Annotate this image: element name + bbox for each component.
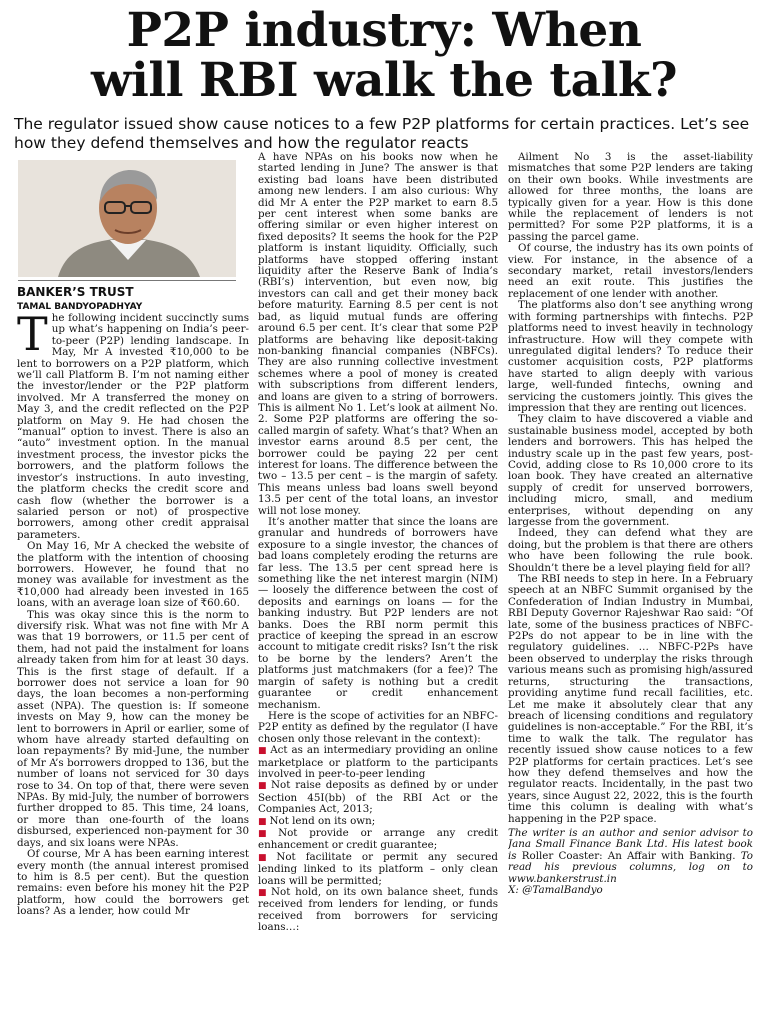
bullet-text: Not facilitate or permit any secured lending linked to its platform – only clean loans will be permitted; — [258, 850, 498, 887]
bullet-text: Act as an intermediary providing an online marketplace or platform to the participants involved in peer-to-peer lending — [258, 744, 498, 780]
paragraph: A have NPAs on his books now when he started lending in June? The answer is that existing bad loans have been distributed among new lenders. I am also curious: Why did Mr A enter the P2P market to earn 8.5 per cent interest when some banks are offering similar or even higher interest on fixed deposits? It seems the hook for the P2P platform is instant liquidity. Officially, such platforms have stopped offering instant liquidity after the Reserve Bank of India’s (RBI’s) intervention, but even now, big investors can call and get their money back before maturity. Earning 8.5 per cent is not bad, as liquid mutual funds are offering around 6.5 per cent. It’s clear that some P2P platforms are behaving like deposit-taking non-banking financial companies (NBFCs). They are also running collective investment schemes where a pool of money is created with subscriptions from different lenders, and loans are given to a string of borrowers. This is ailment No 1. Let’s look at ailment No. 2. Some P2P platforms are offering the so-called margin of safety. What’s that? When an investor earns around 8.5 per cent, the borrower could be paying 22 per cent interest for loans. The difference between the two – 13.5 per cent – is the margin of safety. This means unless bad loans swell beyond 13.5 per cent of the total loans, an investor will not lose money. — [258, 152, 498, 517]
bullet-square-icon: ■ — [258, 852, 274, 863]
column-name: BANKER’S TRUST — [17, 285, 134, 299]
bullet-text: Not lend on its own; — [269, 814, 376, 827]
bullet-text: Not raise deposits as defined by or under Section 45I(bb) of the RBI Act or the Companies Act, 2013; — [258, 779, 498, 816]
paragraph: They claim to have discovered a viable and sustainable business model, accepted by both lenders and borrowers. This has helped the industry scale up in the past few years, post-Covid, adding close to Rs 10,000 crore to its loan book. They have created an alternative supply of credit for unserved borrowers, including micro, small, and medium enterprises, without depending on any largesse from the government. — [508, 413, 753, 528]
headline — [0, 3, 768, 108]
paragraph: Of course, Mr A has been earning interest every month (the annual interest promised to him is 8.5 per cent). But the question remains: even before his money hit the P2P platform, how could the borrowers get loans? As a lender, how could Mr — [17, 848, 249, 918]
bullet-square-icon: ■ — [258, 781, 269, 792]
drop-cap: T — [17, 313, 48, 361]
author-handle: X: @TamalBandyo — [508, 884, 603, 896]
book-title: Roller Coaster: An Affair with Banking. — [521, 849, 736, 862]
author-photo — [18, 160, 236, 277]
paragraph: Ailment No 3 is the asset-liability mismatches that some P2P lenders are taking on their own books. While investments are allowed for three months, the loans are typically given for a year. How is this done while the replacement of lenders is not permitted? For some P2P platforms, it is a passing the parcel game. — [508, 152, 753, 243]
photo-divider — [18, 280, 236, 281]
paragraph: This was okay since this is the norm to diversify risk. What was not fine with Mr A was that 19 borrowers, or 11.5 per cent of them, had not paid the instalment for loans already taken from him for at least 30 days. This is the first stage of default. If a borrower does not service a loan for 90 days, the loan becomes a non-performing asset (NPA). The question is: If someone invests on May 9, how can the money be lent to borrowers in April or earlier, some of whom have already started defaulting on loan repayments? By mid-June, the number of Mr A’s borrowers dropped to 136, but the number of loans not serviced for 30 days rose to 34. On top of that, there were seven NPAs. By mid-July, the number of borrowers further dropped to 85. This time, 24 loans, or more than one-fourth of the loans disbursed, experienced non-payment for 30 days, and six loans were NPAs. — [17, 608, 249, 849]
author-note-text: To read his previous columns, log on to www.bankerstrust.in — [508, 849, 753, 885]
body-column-2 — [258, 152, 498, 1022]
paragraph: It’s another matter that since the loans are granular and hundreds of borrowers have exposure to a single investor, the chances of bad loans completely eroding the returns are far less. The 13.5 per cent spread here is something like the net interest margin (NIM) — loosely the difference between the cost of deposits and earnings on loans — for the banking industry. But P2P lenders are not banks. Does the RBI norm permit this practice of keeping the spread in an escrow account to mitigate credit risks? Isn’t the risk to be borne by the lenders? Aren’t the platforms just matchmakers (for a fee)? The margin of safety is nothing but a credit guarantee or credit enhancement mechanism. — [258, 516, 498, 711]
paragraph: Indeed, they can defend what they are doing, but the problem is that there are others who have been following the rule book. Shouldn’t there be a level playing field for all? — [508, 527, 753, 574]
bullet-square-icon: ■ — [258, 828, 276, 839]
body-column-3 — [508, 152, 753, 1022]
paragraph: Here is the scope of activities for an NBFC-P2P entity as defined by the regulator (I have chosen only those relevant in the context): — [258, 709, 498, 745]
author-note — [508, 828, 753, 896]
deck: The regulator issued show cause notices to a few P2P platforms for certain practices. Let’s see how they defend themselves and how the regulator reacts — [14, 115, 750, 152]
paragraph: Of course, the industry has its own points of view. For instance, in the absence of a secondary market, retail investors/lenders need an exit route. This justifies the replacement of one lender with another. — [508, 242, 753, 300]
headline-line-2: will RBI walk the talk? — [91, 53, 677, 108]
body-column-1 — [17, 313, 249, 1022]
paragraph: On May 16, Mr A checked the website of the platform with the intention of choosing borrowers. However, he found that no money was available for investment as the ₹10,000 had already been invested in 165 loans, with an average loan size of ₹60.60. — [17, 540, 249, 610]
bullet-square-icon: ■ — [258, 816, 267, 827]
bullet-item — [258, 887, 498, 934]
author-note-text: The writer is an author and senior advisor to Jana Small Finance Bank Ltd. His latest book is — [508, 826, 753, 862]
bullet-text: Not provide or arrange any credit enhancement or credit guarantee; — [258, 826, 498, 852]
author-byline: TAMAL BANDYOPADHYAY — [17, 302, 143, 312]
bullet-square-icon: ■ — [258, 746, 268, 757]
bullet-item — [258, 852, 498, 887]
paragraph: The RBI needs to step in here. In a February speech at an NBFC Summit organised by the Confederation of Indian Industry in Mumbai, RBI Deputy Governor Rajeshwar Rao said: “Of late, some of the business practices of NBFC-P2Ps do not appear to be in line with the regulatory guidelines. … NBFC-P2Ps have been observed to underplay the risks through various means such as promising high/assured returns, structuring the transactions, providing anytime fund recall facilities, etc. Let me make it absolutely clear that any breach of licensing conditions and regulatory guidelines is non-acceptable.” For the RBI, it’s time to walk the talk. The regulator has recently issued show cause notices to a few P2P platforms for certain practices. Let’s see how they defend themselves and how the regulator reacts. Incidentally, in the past two years, since August 22, 2022, this is the fourth time this column is dealing with what’s happening in the P2P space. — [508, 573, 753, 825]
bullet-item — [258, 828, 498, 852]
bullet-item — [258, 745, 498, 780]
paragraph: he following incident succinctly sums up what’s happening on India’s peer-to-peer (P2P) lending landscape. In May, Mr A invested ₹10,000 to be lent to borrowers on a P2P platform, which we’ll call Platform B. I’m not naming either the investor/lender or the P2P platform involved. Mr A transferred the money on May 3, and the credit reflected on the P2P platform on May 9. He had chosen the “manual” option to invest. There is also an “auto” investment option. In the manual investment process, the investor picks the borrowers, and the platform follows the investor’s instructions. In auto investing, the platform checks the credit score and cash flow (whether the borrower is a salaried person or not) of prospective borrowers, among other credit appraisal parameters. — [17, 313, 249, 541]
bullet-text: Not hold, on its own balance sheet, funds received from lenders for lending, or funds received from borrowers for servicing loans…: — [258, 886, 498, 934]
headline-line-1: P2P industry: When — [126, 3, 642, 58]
paragraph: The platforms also don’t see anything wrong with forming partnerships with fintechs. P2P platforms need to invest heavily in technology infrastructure. How will they compete with unregulated digital lenders? To reduce their customer acquisition costs, P2P platforms have started to align deeply with various large, well-funded fintechs, owning and servicing the customers jointly. This gives the impression that they are renting out licences. — [508, 299, 753, 414]
author-portrait-image — [18, 160, 236, 277]
bullet-square-icon: ■ — [258, 888, 268, 898]
bullet-item — [258, 780, 498, 815]
